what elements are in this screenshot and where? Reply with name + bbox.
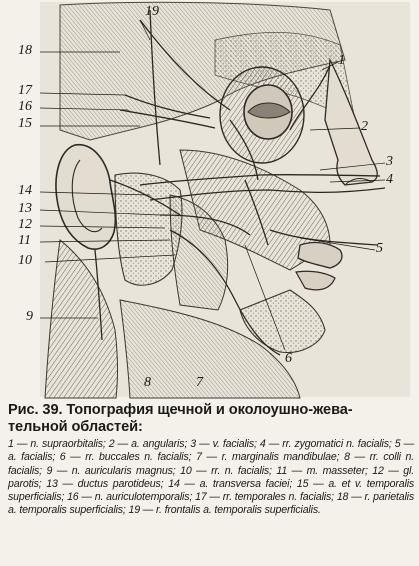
label-17: 17 xyxy=(18,83,32,98)
legend-item xyxy=(196,451,339,463)
legend-item-term: rr. colli n. facialis; xyxy=(8,451,415,477)
legend-item-separator: — xyxy=(57,477,78,490)
caption-title-line-1: Рис. 39. Топография щечной и околоушно-жева- xyxy=(8,402,353,418)
legend-item-separator: — xyxy=(13,438,31,450)
legend-item xyxy=(8,438,106,450)
legend-item-number: 14 xyxy=(168,477,180,490)
caption-title-line-2: тельной областей: xyxy=(8,419,143,435)
legend-item-separator: — xyxy=(191,464,212,477)
label-11: 11 xyxy=(18,233,31,248)
legend-item-term: a. transversa faciei; xyxy=(199,477,293,490)
label-7: 7 xyxy=(196,375,203,390)
caption-title xyxy=(8,402,414,436)
legend-item-separator: — xyxy=(287,464,307,477)
legend-item-term: r. marginalis mandibulae; xyxy=(221,451,340,464)
legend-item-term: m. masseter; xyxy=(306,464,368,477)
legend-item-separator: — xyxy=(400,438,415,450)
legend-item-number: 13 xyxy=(46,477,58,490)
legend-item-term: n. auriculotemporalis; xyxy=(94,491,193,504)
legend-item-separator: — xyxy=(348,491,365,504)
legend-item-number: 15 xyxy=(296,477,309,490)
legend-item-separator: — xyxy=(52,464,72,477)
legend-item-separator: — xyxy=(179,477,200,490)
legend-item-separator: — xyxy=(195,438,213,450)
label-16: 16 xyxy=(18,99,32,114)
label-19: 19 xyxy=(145,4,159,19)
legend-item-separator: — xyxy=(206,491,223,504)
label-1: 1 xyxy=(338,53,345,68)
legend-item-term: r. frontalis a. temporalis superficialis. xyxy=(156,504,321,517)
legend-item-number: 1 xyxy=(8,438,14,450)
legend-item-separator: — xyxy=(201,451,222,464)
legend-item-term: ductus parotideus; xyxy=(77,477,164,490)
legend-item xyxy=(190,438,257,450)
legend-item-number: 2 xyxy=(108,438,115,450)
legend-item-number: 8 xyxy=(344,451,350,464)
legend-item-number: 5 xyxy=(394,438,401,450)
legend-item-term: a. facialis; xyxy=(8,451,56,464)
legend-item-number: 9 xyxy=(46,464,53,477)
legend-item xyxy=(195,491,334,503)
label-6: 6 xyxy=(285,351,292,366)
label-5: 5 xyxy=(376,241,383,256)
legend-item xyxy=(168,478,292,490)
label-12: 12 xyxy=(18,217,32,232)
legend-item-term: rr. temporales n. facialis; xyxy=(222,491,334,504)
legend-item xyxy=(47,465,176,477)
legend-item-number: 16 xyxy=(67,491,79,504)
label-2: 2 xyxy=(361,119,368,134)
legend-item-separator: — xyxy=(383,464,404,477)
legend-item-term: rr. n. facialis; xyxy=(211,464,272,477)
legend-item xyxy=(128,504,320,516)
legend-item xyxy=(67,491,192,503)
legend-item-number: 10 xyxy=(180,464,192,477)
legend-item-separator: — xyxy=(139,504,156,517)
figure-legend xyxy=(8,438,414,518)
label-8: 8 xyxy=(144,375,151,390)
label-9: 9 xyxy=(26,309,33,324)
legend-item-separator: — xyxy=(78,491,95,504)
label-18: 18 xyxy=(18,43,32,58)
label-15: 15 xyxy=(18,116,32,131)
legend-item-term: rr. zygomatici n. facialis; xyxy=(282,438,392,450)
legend-item-term: gl. parotis; xyxy=(8,464,415,490)
legend-item-term: v. facialis; xyxy=(212,438,257,450)
legend-item-separator: — xyxy=(308,477,329,490)
legend-item-number: 19 xyxy=(128,504,140,517)
legend-item-term: rr. buccales n. facialis; xyxy=(85,451,192,464)
legend-item-separator: — xyxy=(114,438,132,450)
legend-item xyxy=(260,438,392,450)
legend-item xyxy=(60,451,192,463)
label-10: 10 xyxy=(18,253,32,268)
label-3: 3 xyxy=(386,154,393,169)
legend-item-number: 6 xyxy=(59,451,66,464)
legend-item-number: 3 xyxy=(190,438,196,450)
legend-item-number: 11 xyxy=(276,464,288,477)
legend-item-term: a. et v. temporalis superficialis; xyxy=(8,477,415,504)
legend-item-separator: — xyxy=(265,438,283,450)
figure-caption xyxy=(8,402,414,518)
label-14: 14 xyxy=(18,183,32,198)
legend-item-number: 7 xyxy=(196,451,202,464)
legend-item-separator: — xyxy=(349,451,370,464)
legend-item-number: 4 xyxy=(259,438,266,450)
legend-item-term: r. parietalis a. temporalis superficialis; xyxy=(8,491,415,517)
legend-item-term: n. auricularis magnus; xyxy=(71,464,176,477)
legend-item-number: 18 xyxy=(336,491,349,504)
legend-item xyxy=(109,438,187,450)
legend-item-number: 17 xyxy=(195,491,207,504)
label-13: 13 xyxy=(18,201,32,216)
legend-item-term: a. angularis; xyxy=(131,438,188,450)
label-4: 4 xyxy=(386,172,393,187)
legend-item xyxy=(276,465,367,477)
legend-item-term: n. supraorbitalis; xyxy=(30,438,106,450)
legend-item xyxy=(46,478,163,490)
legend-item xyxy=(180,465,272,477)
legend-item-separator: — xyxy=(65,451,86,464)
legend-item-number: 12 xyxy=(372,464,384,477)
